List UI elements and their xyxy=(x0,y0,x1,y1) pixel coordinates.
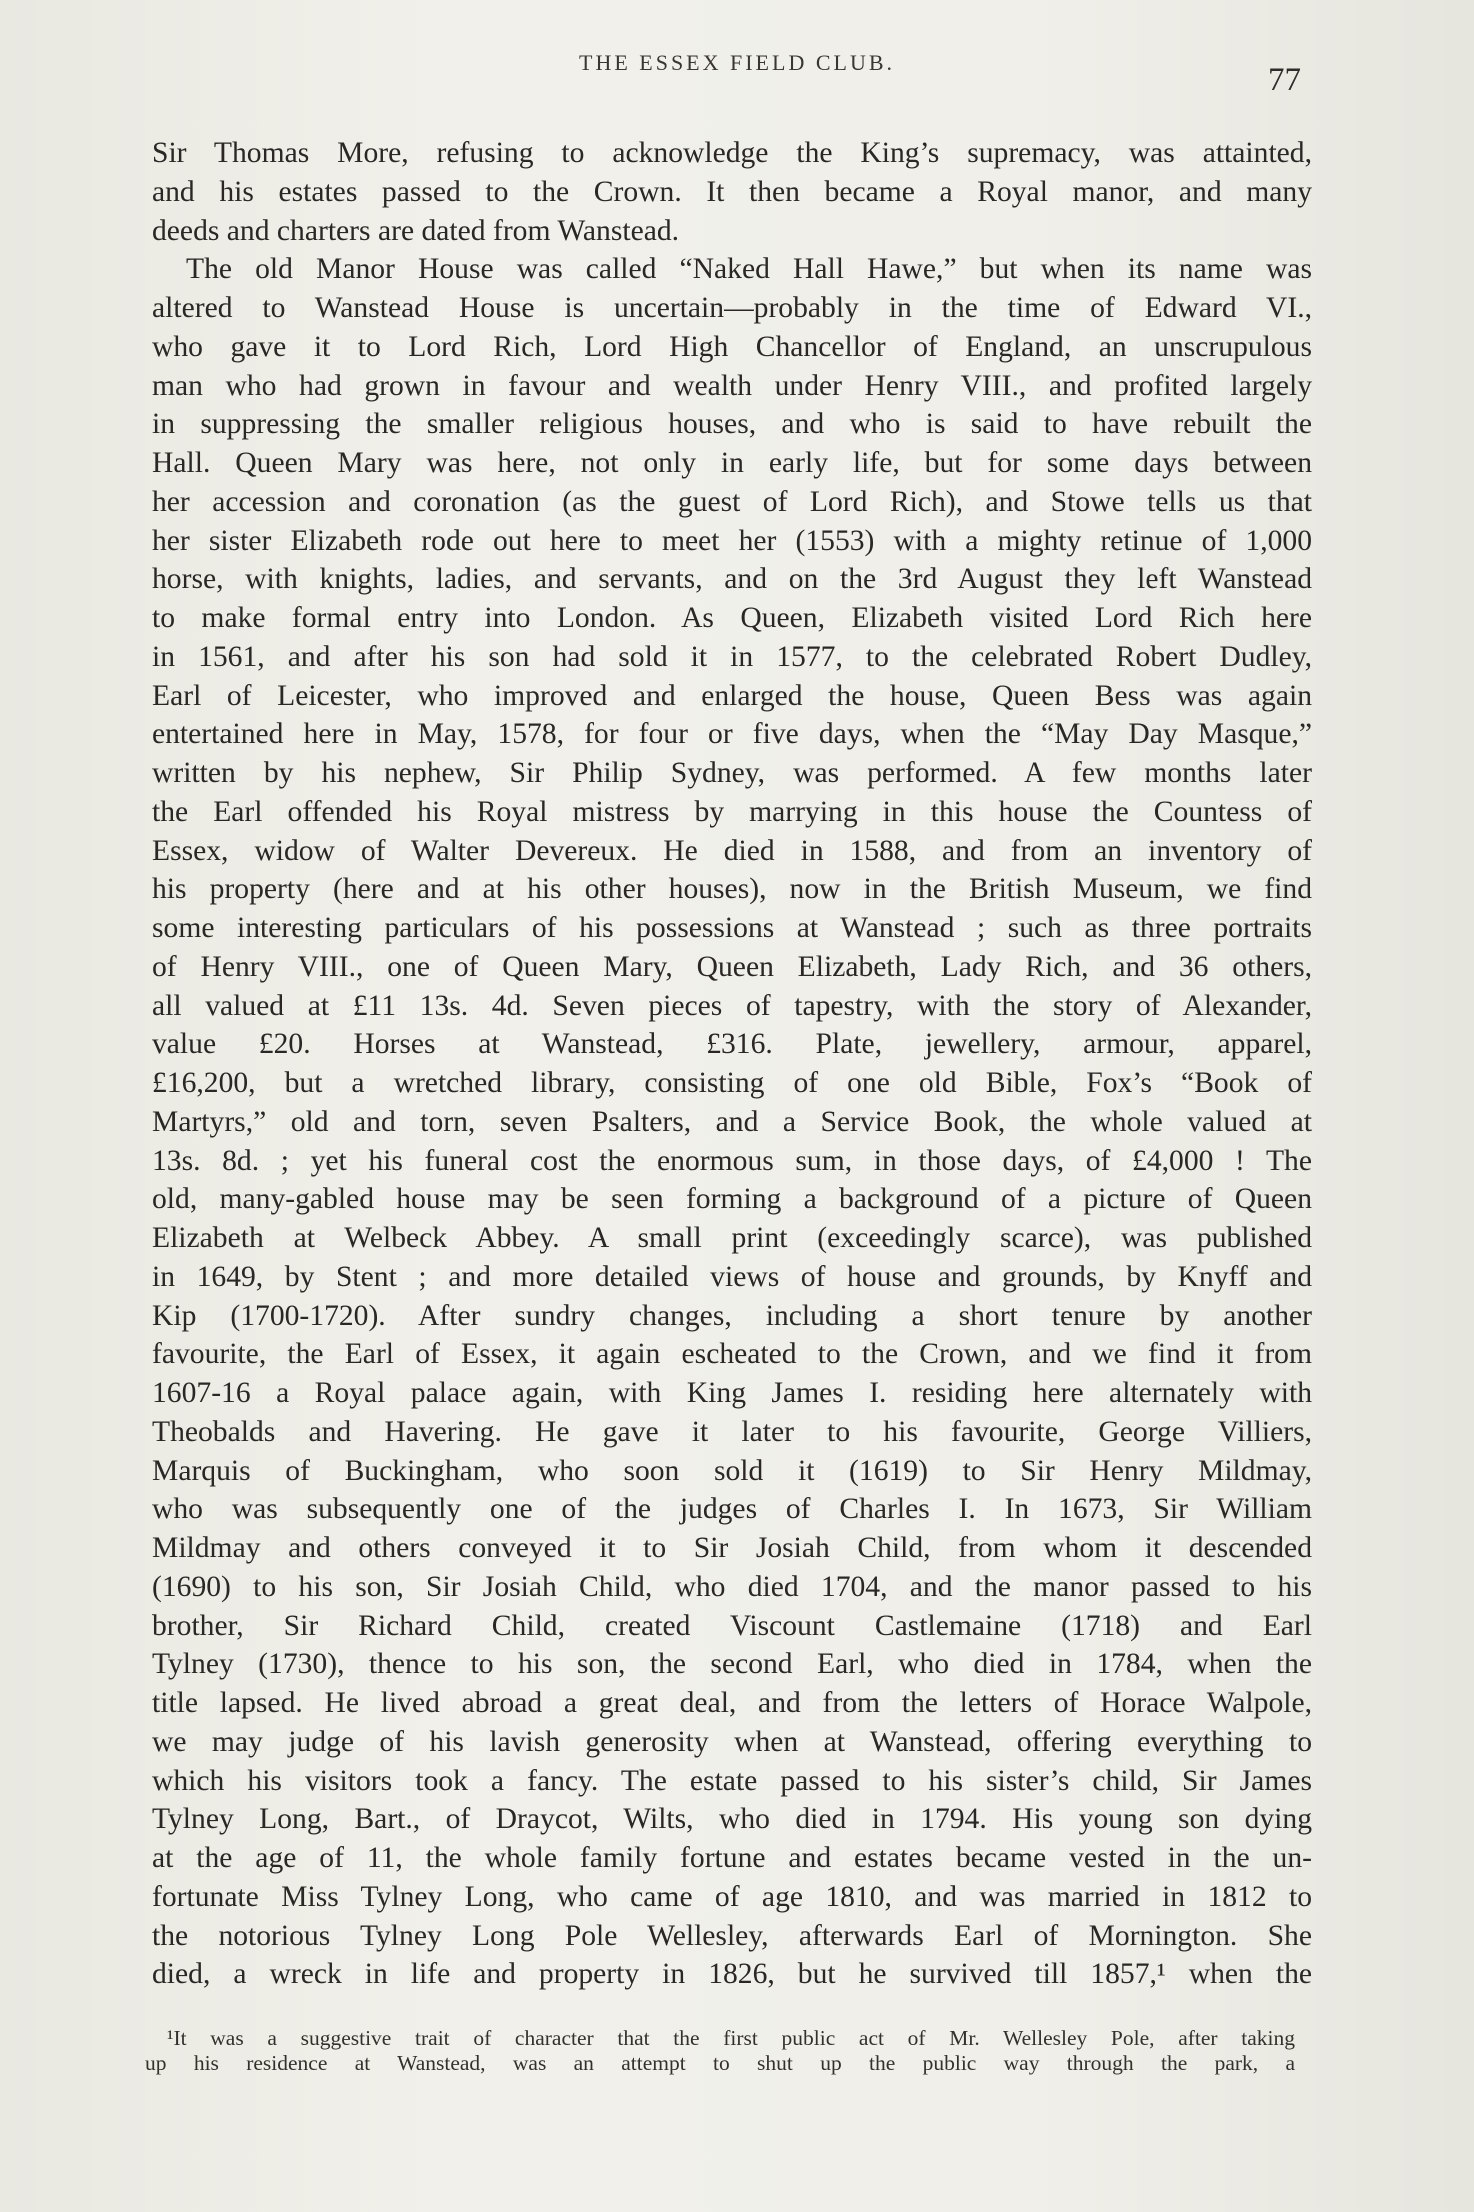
body-line: Martyrs,” old and torn, seven Psalters, and a Service Book, the whole valued at xyxy=(152,1105,1312,1138)
body-line: entertained here in May, 1578, for four or five days, when the “May Day Masque,” xyxy=(152,718,1312,751)
body-line: to make formal entry into London. As Queen, Elizabeth visited Lord Rich here xyxy=(152,602,1312,634)
body-line: the notorious Tylney Long Pole Wellesley, afterwards Earl of Mornington. She xyxy=(152,1919,1312,1952)
body-line: written by his nephew, Sir Philip Sydney, was performed. A few months later xyxy=(152,757,1312,789)
body-line: which his visitors took a fancy. The estate passed to his sister’s child, Sir James xyxy=(152,1764,1312,1797)
body-line: Tylney Long, Bart., of Draycot, Wilts, who died in 1794. His young son dying xyxy=(152,1803,1312,1836)
body-line: Theobalds and Havering. He gave it later to his favourite, George Villiers, xyxy=(152,1415,1312,1448)
body-line: 13s. 8d. ; yet his funeral cost the enormous sum, in those days, of £4,000 ! The xyxy=(152,1144,1312,1177)
body-line: Sir Thomas More, refusing to acknowledge the King’s supremacy, was attainted, xyxy=(152,137,1312,169)
body-line: brother, Sir Richard Child, created Viscount Castlemaine (1718) and Earl xyxy=(152,1609,1312,1642)
body-line: died, a wreck in life and property in 1826, but he survived till 1857,¹ when the xyxy=(152,1958,1312,1991)
body-line: Kip (1700-1720). After sundry changes, including a short tenure by another xyxy=(152,1299,1312,1332)
body-line: title lapsed. He lived abroad a great deal, and from the letters of Horace Walpole, xyxy=(152,1687,1312,1719)
body-line: £16,200, but a wretched library, consisting of one old Bible, Fox’s “Book of xyxy=(152,1067,1312,1099)
running-header: THE ESSEX FIELD CLUB. xyxy=(579,50,895,75)
body-line: who was subsequently one of the judges of Charles I. In 1673, Sir William xyxy=(152,1493,1312,1526)
body-line: Marquis of Buckingham, who soon sold it (1619) to Sir Henry Mildmay, xyxy=(152,1454,1312,1487)
footnote xyxy=(145,2026,1295,2076)
body-line: in suppressing the smaller religious houses, and who is said to have rebuilt the xyxy=(152,408,1312,441)
body-line: altered to Wanstead House is uncertain—probably in the time of Edward VI., xyxy=(152,292,1312,324)
body-line: Earl of Leicester, who improved and enlarged the house, Queen Bess was again xyxy=(152,679,1312,712)
body-line: The old Manor House was called “Naked Hall Hawe,” but when its name was xyxy=(186,253,1312,286)
footnote-line: up his residence at Wanstead, was an attempt to shut up the public way through the park, a xyxy=(145,2051,1295,2075)
body-line: Mildmay and others conveyed it to Sir Josiah Child, from whom it descended xyxy=(152,1532,1312,1564)
body-line: (1690) to his son, Sir Josiah Child, who died 1704, and the manor passed to his xyxy=(152,1570,1312,1603)
body-line: in 1649, by Stent ; and more detailed views of house and grounds, by Knyff and xyxy=(152,1260,1312,1293)
body-line: in 1561, and after his son had sold it in 1577, to the celebrated Robert Dudley, xyxy=(152,640,1312,673)
page-number: 77 xyxy=(1268,62,1301,98)
body-text xyxy=(152,134,1312,1994)
body-line: Essex, widow of Walter Devereux. He died in 1588, and from an inventory of xyxy=(152,834,1312,867)
body-line: Hall. Queen Mary was here, not only in early life, but for some days between xyxy=(152,447,1312,479)
body-line: deeds and charters are dated from Wanstead. xyxy=(152,214,680,247)
body-line: her sister Elizabeth rode out here to meet her (1553) with a mighty retinue of 1,000 xyxy=(152,524,1312,557)
body-line: favourite, the Earl of Essex, it again escheated to the Crown, and we find it from xyxy=(152,1338,1312,1371)
footnote-line: ¹It was a suggestive trait of character that the first public act of Mr. Wellesley Pole, after taking xyxy=(167,2026,1295,2050)
body-line: her accession and coronation (as the guest of Lord Rich), and Stowe tells us that xyxy=(152,485,1312,518)
body-line: Elizabeth at Welbeck Abbey. A small print (exceedingly scarce), was published xyxy=(152,1222,1312,1254)
body-line: his property (here and at his other houses), now in the British Museum, we find xyxy=(152,873,1312,906)
body-line: Tylney (1730), thence to his son, the second Earl, who died in 1784, when the xyxy=(152,1648,1312,1681)
body-line: value £20. Horses at Wanstead, £316. Plate, jewellery, armour, apparel, xyxy=(152,1028,1312,1061)
body-line: all valued at £11 13s. 4d. Seven pieces of tapestry, with the story of Alexander, xyxy=(152,989,1312,1022)
body-line: we may judge of his lavish generosity when at Wanstead, offering everything to xyxy=(152,1725,1312,1758)
body-line: and his estates passed to the Crown. It then became a Royal manor, and many xyxy=(152,175,1312,208)
body-line: the Earl offended his Royal mistress by marrying in this house the Countess of xyxy=(152,795,1312,828)
body-line: old, many-gabled house may be seen forming a background of a picture of Queen xyxy=(152,1183,1312,1216)
body-line: 1607-16 a Royal palace again, with King James I. residing here alternately with xyxy=(152,1377,1312,1409)
body-line: of Henry VIII., one of Queen Mary, Queen Elizabeth, Lady Rich, and 36 others, xyxy=(152,950,1312,983)
body-line: who gave it to Lord Rich, Lord High Chancellor of England, an unscrupulous xyxy=(152,330,1312,363)
body-line: at the age of 11, the whole family fortune and estates became vested in the un- xyxy=(152,1842,1312,1874)
body-line: some interesting particulars of his possessions at Wanstead ; such as three portraits xyxy=(152,912,1312,944)
body-line: fortunate Miss Tylney Long, who came of age 1810, and was married in 1812 to xyxy=(152,1880,1312,1913)
body-line: man who had grown in favour and wealth under Henry VIII., and profited largely xyxy=(152,369,1312,402)
body-line: horse, with knights, ladies, and servants, and on the 3rd August they left Wanstead xyxy=(152,563,1312,596)
